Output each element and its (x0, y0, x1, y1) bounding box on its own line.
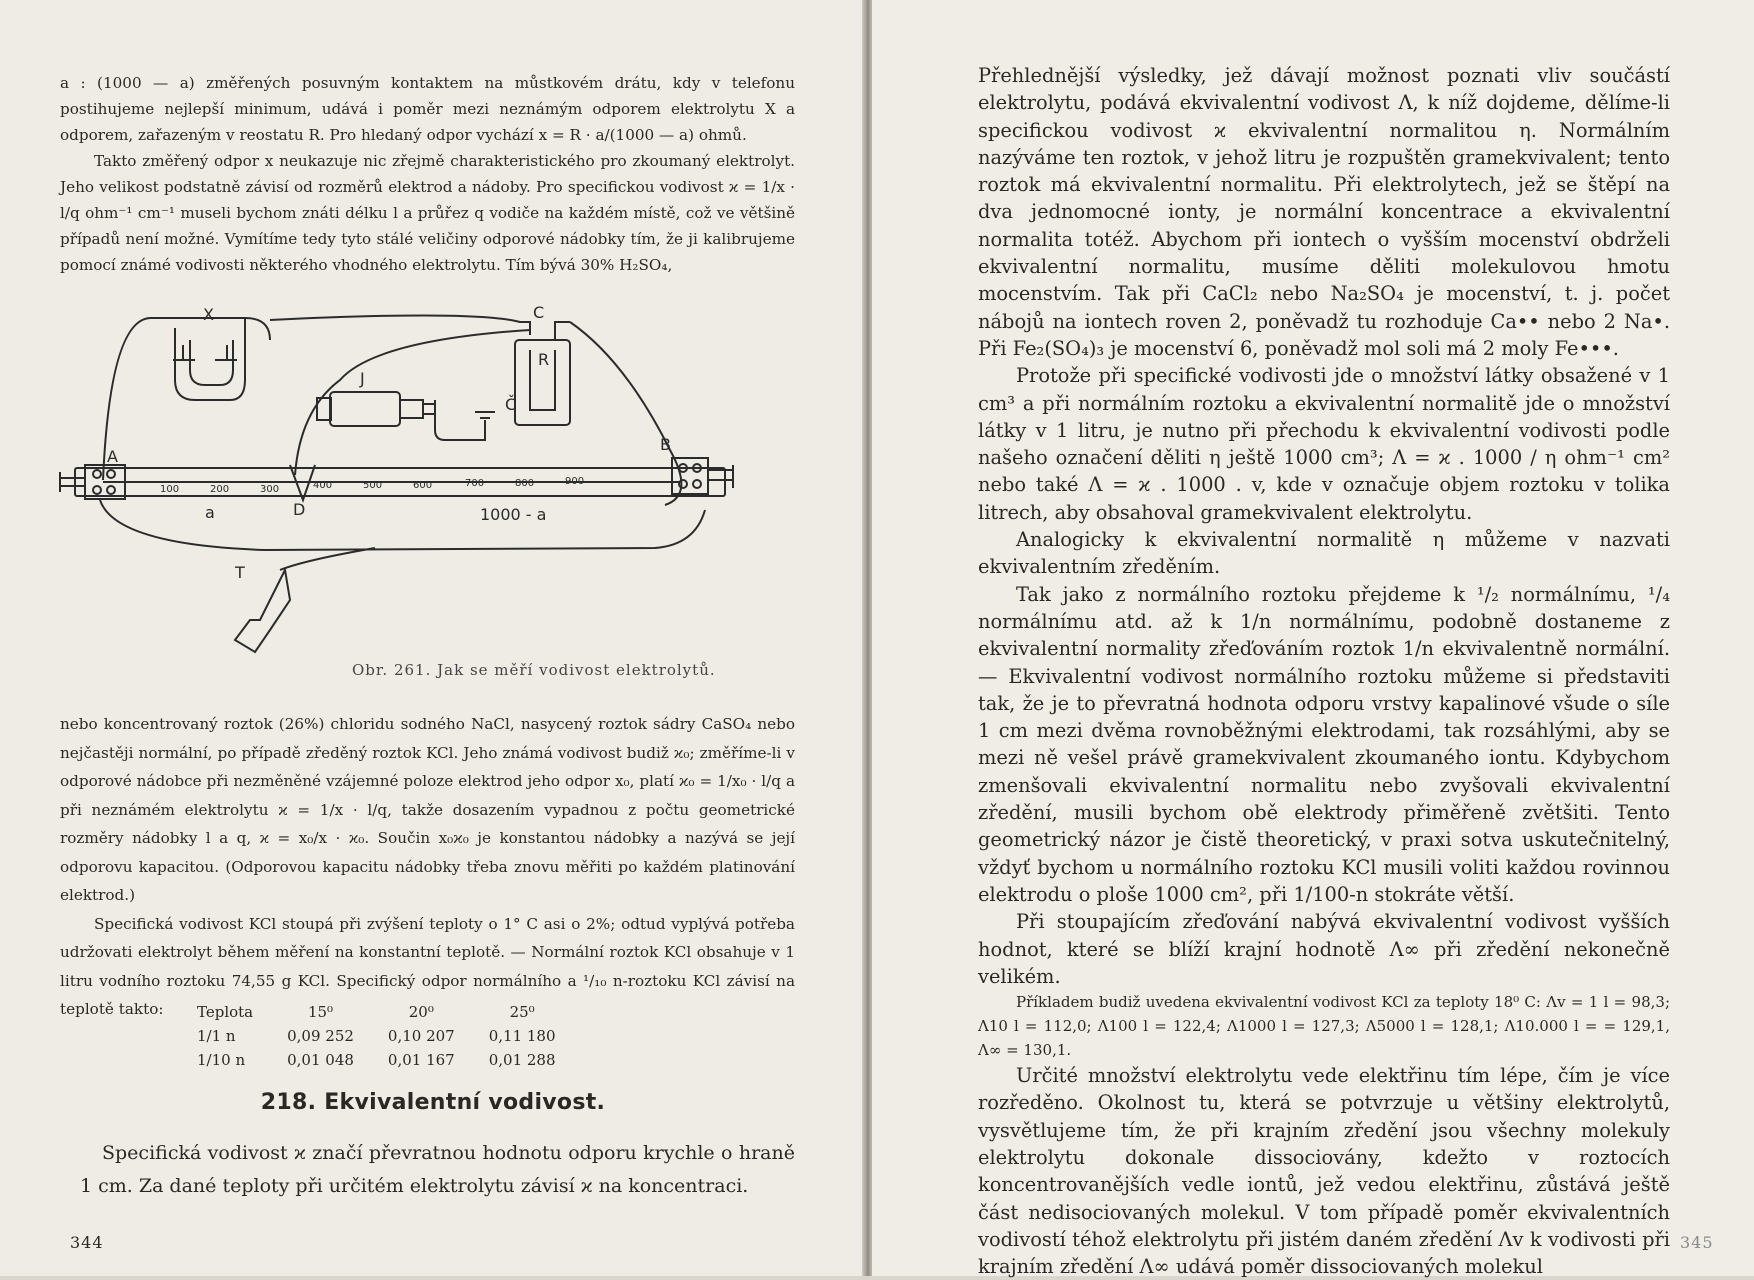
table-header-cell: 15⁰ (307, 1003, 334, 1021)
table-cell: 0,11 180 (488, 1027, 556, 1045)
figure-caption: Obr. 261. Jak se měří vodivost elektrolytů. (352, 661, 716, 679)
left-text-middle (60, 710, 795, 1024)
table-cell: 0,10 207 (387, 1027, 455, 1045)
paragraph-conversion: Protože při specifické vodivosti jde o množství látky obsažené v 1 cm³ a při normálním roztoku a ekvivalentní normalitě jde o množství látky v 1 litru, je nutno při přechodu k ekvivalentní vodivosti podle našeho označení děliti η ještě 1000 cm³; Λ = ϰ . 1000 / η ohm⁻¹ cm² nebo také Λ = ϰ . 1000 . v, kde v označuje objem roztoku v tolika litrech, aby obsahoval gramekvivalent elektrolytu. (978, 364, 1670, 524)
paragraph-limit: Při stoupajícím zřeďování nabývá ekvivalentní vodivost vyšších hodnot, které se blíží krajní hodnotě Λ∞ při zředění nekonečně velikém. (978, 910, 1670, 988)
paragraph-dissociation: Určité množství elektrolytu vede elektřinu tím lépe, čím je více rozředěno. Okolnost tu, která se potvrzuje u většiny elektrolytů, vysvětlujeme tím, že při krajním zředění jsou všechny molekuly elektrolytu dokonale dissociovány, kdežto v roztocích koncentrovanějších vedle iontů, jež vedou elektřinu, zůstává ještě část nedisociovaných molekul. V tom případě poměr ekvivalentních vodivostí téhož elektrolytu při jistém daném zředění Λv k vodivosti při krajním zředění Λ∞ udává poměr dissociovaných molekul (978, 1064, 1670, 1279)
vessel-x (175, 328, 245, 400)
table-header-cell: 25⁰ (509, 1003, 535, 1021)
table-cell: 1/10 n (197, 1051, 246, 1069)
tick-400: 400 (313, 480, 333, 491)
tick-800: 800 (515, 478, 535, 489)
label-1000-minus-a: 1000 - a (480, 505, 547, 524)
label-j: J (360, 369, 365, 388)
label-x: X (203, 305, 214, 324)
page-number-right: 345 (1680, 1233, 1714, 1252)
paragraph-equivalent-conductivity: Přehlednější výsledky, jež dávají možnost poznati vliv součástí elektrolytu, podává ekvivalentní vodivost Λ, k níž dojdeme, dělíme-li specifickou vodivost ϰ ekvivalentní normalitou η. Normálním nazýváme ten roztok, v jehož litru je rozpuštěn gramekvivalent; tento roztok má ekvivalentní normalitu. Při elektrolytech, jež se štěpí na dva jednomocné ionty, je normální koncentrace a ekvivalentní normalita totéž. Abychom při iontech o vyšším mocenství obdrželi ekvivalentní normalitu, musíme děliti molekulovou hmotu mocenstvím. Tak při CaCl₂ nebo Na₂SO₄ je mocenství, t. j. počet nábojů na iontech roven 2, poněvadž tu rozhoduje Ca•• nebo 2 Na•. Při Fe₂(SO₄)₃ je mocenství 6, poněvadž mol soli má 2 moly Fe•••. (978, 64, 1670, 360)
paragraph-calibration: nebo koncentrovaný roztok (26%) chloridu sodného NaCl, nasycený roztok sádry CaSO₄ nebo nejčastěji normální, po případě zředěný roztok KCl. Jeho známá vodivost budiž ϰ₀; změříme-li v odporové nádobce při nezměněné vzájemné poloze elektrod jeho odpor x₀, platí ϰ₀ = 1/x₀ · l/q a při neznámém elektrolytu ϰ = 1/x · l/q, takže dosazením vypadnou z počtu geometrické rozměry nádobky l a q, ϰ = x₀/x · ϰ₀. Součin x₀ϰ₀ je konstantou nádobky a nazývá se její odporovu kapacitou. (Odporovou kapacitu nádobky třeba znovu měřiti po každém platinování elektrod.) (60, 715, 795, 904)
table-header-row (185, 1000, 578, 1024)
label-a-length: a (205, 503, 215, 522)
left-text-top (60, 70, 795, 278)
tick-900: 900 (565, 476, 585, 487)
paragraph-section-intro: Specifická vodivost ϰ značí převratnou hodnotu odporu krychle o hraně 1 cm. Za dané teploty při určitém elektrolytu závisí ϰ na koncentraci. (80, 1142, 795, 1197)
label-d: D (293, 500, 306, 519)
table-header-cell: Teplota (197, 1003, 254, 1021)
page-number-left: 344 (70, 1233, 104, 1252)
source-t (235, 570, 290, 652)
table-cell: 0,01 048 (287, 1051, 354, 1069)
table-cell: 1/1 n (197, 1027, 236, 1045)
resistance-table (185, 1000, 578, 1072)
figure-wheatstone-bridge (55, 300, 775, 700)
paragraph-bridge-equation: a : (1000 — a) změřených posuvným kontaktem na můstkovém drátu, kdy v telefonu postihujeme nejlepší minimum, udává i poměr mezi neznámým odporem elektrolytu X a odporem, zařazeným v reostatu R. Pro hledaný odpor vychází x = R · a/(1000 — a) ohmů. (60, 74, 795, 144)
right-text (978, 62, 1670, 1280)
table-row (185, 1024, 578, 1048)
tick-500: 500 (363, 480, 383, 491)
paragraph-temperature: Specifická vodivost KCl stoupá při zvýšení teploty o 1° C asi o 2%; odtud vyplývá potřeba udržovati elektrolyt během měření na konstantní teplotě. — Normální roztok KCl obsahuje v 1 litru vodního roztoku 74,55 g KCl. Specifický odpor normálního a ¹/₁₀ n-roztoku KCl závisí na teplotě takto: (60, 914, 795, 1018)
tick-700: 700 (465, 478, 485, 489)
table-header-cell: 20⁰ (408, 1003, 434, 1021)
paragraph-kcl-example: Příkladem budiž uvedena ekvivalentní vodivost KCl za teploty 18⁰ C: Λv = 1 l = 98,3; Λ10 l = 112,0; Λ100 l = 122,4; Λ1000 l = 127,3; Λ5000 l = 128,1; Λ10.000 l = = 129,1, Λ∞ = 130,1. (978, 993, 1670, 1060)
label-r: R (538, 350, 550, 369)
left-text-bottom (80, 1137, 795, 1203)
label-c-caron: Č (505, 395, 517, 414)
wire-right (570, 322, 681, 505)
table-row (185, 1048, 578, 1072)
tick-200: 200 (210, 484, 230, 495)
left-page (0, 0, 866, 1276)
paragraph-normality: Tak jako z normálního roztoku přejdeme k ¹/₂ normálnímu, ¹/₄ normálnímu atd. až k 1/n normálnímu, podobně dostaneme z ekvivalentní normality zřeďováním roztok 1/n ekvivalentně normální. — Ekvivalentní vodivost normálního roztoku můžeme si představiti tak, že je to převratná hodnota odporu vrstvy kapalinové všude o síle 1 cm mezi dvěma rovnoběžnými elektrodami, tak rozsáhlými, aby se mezi ně vešel právě gramekvivalent zkoumaného iontu. Kdybychom zmenšovali ekvivalentní normalitu nebo zvyšovali ekvivalentní zředění, musili bychom obě elektrody přiměřeně zvětšiti. Tento geometrický názor je čistě theoretický, v praxi sotva uskutečnitelný, vždyť bychom u normálního roztoku KCl musili voliti každou rovinnou elektrodu o ploše 1000 cm², při 1/100-n stokráte větší. (978, 582, 1670, 906)
label-a-terminal: A (107, 447, 118, 466)
tick-600: 600 (413, 480, 433, 491)
label-b-terminal: B (660, 435, 671, 454)
paragraph-specific-conductivity: Takto změřený odpor x neukazuje nic zřejmě charakteristického pro zkoumaný elektrolyt. Jeho velikost podstatně závisí od rozměrů elektrod a nádoby. Pro specifickou vodivost ϰ = 1/x · l/q ohm⁻¹ cm⁻¹ museli bychom znáti délku l a průřez q vodiče na každém místě, což ve většině případů není možné. Vymítíme tedy tyto stálé veličiny odporové nádobky tím, že ji kalibrujeme pomocí známé vodivosti některého vhodného elektrolytu. Tím bývá 30% H₂SO₄, (60, 152, 795, 274)
label-t: T (235, 563, 245, 582)
table-cell: 0,01 167 (387, 1051, 455, 1069)
table-cell: 0,09 252 (287, 1027, 354, 1045)
table-cell: 0,01 288 (488, 1051, 556, 1069)
tick-100: 100 (160, 484, 180, 495)
section-title: 218. Ekvivalentní vodivost. (260, 1090, 606, 1115)
label-c: C (533, 303, 545, 322)
telephone-j (330, 392, 400, 426)
paragraph-dilution: Analogicky k ekvivalentní normalitě η můžeme v nazvati ekvivalentním zředěním. (978, 528, 1670, 579)
tick-300: 300 (260, 484, 280, 495)
